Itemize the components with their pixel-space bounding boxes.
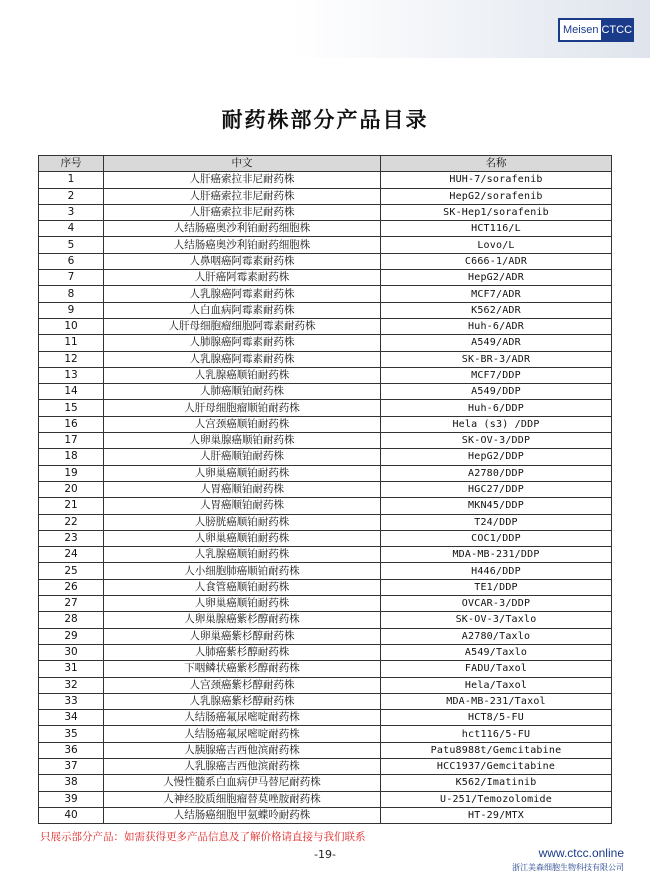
cell-chinese-name: 人肝癌阿霉素耐药株 bbox=[104, 270, 381, 286]
cell-line-name: COC1/DDP bbox=[381, 530, 612, 546]
table-row bbox=[39, 661, 612, 677]
cell-line-name: TE1/DDP bbox=[381, 579, 612, 595]
cell-index: 15 bbox=[39, 400, 104, 416]
cell-chinese-name: 人卵巢癌顺铂耐药株 bbox=[104, 530, 381, 546]
table-row bbox=[39, 726, 612, 742]
cell-index: 39 bbox=[39, 791, 104, 807]
cell-index: 19 bbox=[39, 465, 104, 481]
table-row bbox=[39, 481, 612, 497]
cell-line-name: H446/DDP bbox=[381, 563, 612, 579]
cell-index: 7 bbox=[39, 270, 104, 286]
cell-index: 16 bbox=[39, 416, 104, 432]
cell-chinese-name: 人鼻咽癌阿霉素耐药株 bbox=[104, 253, 381, 269]
cell-chinese-name: 人胰腺癌吉西他滨耐药株 bbox=[104, 742, 381, 758]
page-number: -19- bbox=[314, 848, 336, 861]
table-row bbox=[39, 758, 612, 774]
cell-line-name: SK-OV-3/DDP bbox=[381, 433, 612, 449]
cell-index: 11 bbox=[39, 335, 104, 351]
cell-line-name: FADU/Taxol bbox=[381, 661, 612, 677]
table-row bbox=[39, 710, 612, 726]
cell-line-name: OVCAR-3/DDP bbox=[381, 596, 612, 612]
cell-index: 23 bbox=[39, 530, 104, 546]
cell-line-name: MCF7/DDP bbox=[381, 367, 612, 383]
cell-line-name: Huh-6/DDP bbox=[381, 400, 612, 416]
cell-chinese-name: 人肺腺癌阿霉素耐药株 bbox=[104, 335, 381, 351]
cell-line-name: A549/ADR bbox=[381, 335, 612, 351]
cell-chinese-name: 人结肠癌细胞甲氨蝶呤耐药株 bbox=[104, 807, 381, 823]
cell-index: 30 bbox=[39, 644, 104, 660]
cell-chinese-name: 人乳腺癌紫杉醇耐药株 bbox=[104, 693, 381, 709]
cell-index: 29 bbox=[39, 628, 104, 644]
cell-chinese-name: 人膀胱癌顺铂耐药株 bbox=[104, 514, 381, 530]
cell-line-name: HepG2/DDP bbox=[381, 449, 612, 465]
cell-chinese-name: 下咽鳞状癌紫杉醇耐药株 bbox=[104, 661, 381, 677]
cell-chinese-name: 人小细胞肺癌顺铂耐药株 bbox=[104, 563, 381, 579]
cell-index: 20 bbox=[39, 481, 104, 497]
header-chinese-name: 中文 bbox=[104, 156, 381, 172]
product-catalog-table bbox=[38, 155, 612, 824]
table-row bbox=[39, 367, 612, 383]
table-body bbox=[39, 172, 612, 824]
table-row bbox=[39, 221, 612, 237]
table-row bbox=[39, 302, 612, 318]
table-row bbox=[39, 628, 612, 644]
cell-index: 38 bbox=[39, 775, 104, 791]
table-row bbox=[39, 644, 612, 660]
table-row bbox=[39, 433, 612, 449]
cell-line-name: SK-OV-3/Taxlo bbox=[381, 612, 612, 628]
cell-line-name: MDA-MB-231/Taxol bbox=[381, 693, 612, 709]
header-index: 序号 bbox=[39, 156, 104, 172]
cell-chinese-name: 人乳腺癌阿霉素耐药株 bbox=[104, 286, 381, 302]
cell-chinese-name: 人乳腺癌吉西他滨耐药株 bbox=[104, 758, 381, 774]
table-row bbox=[39, 253, 612, 269]
cell-line-name: Patu8988t/Gemcitabine bbox=[381, 742, 612, 758]
table-row bbox=[39, 286, 612, 302]
table-row bbox=[39, 514, 612, 530]
table-row bbox=[39, 791, 612, 807]
cell-index: 28 bbox=[39, 612, 104, 628]
cell-chinese-name: 人结肠癌氟尿嘧啶耐药株 bbox=[104, 710, 381, 726]
cell-line-name: HepG2/ADR bbox=[381, 270, 612, 286]
cell-line-name: SK-Hep1/sorafenib bbox=[381, 204, 612, 220]
table-row bbox=[39, 579, 612, 595]
cell-line-name: MDA-MB-231/DDP bbox=[381, 547, 612, 563]
cell-line-name: C666-1/ADR bbox=[381, 253, 612, 269]
cell-line-name: HUH-7/sorafenib bbox=[381, 172, 612, 188]
cell-line-name: Hela/Taxol bbox=[381, 677, 612, 693]
table-row bbox=[39, 596, 612, 612]
cell-index: 27 bbox=[39, 596, 104, 612]
cell-index: 10 bbox=[39, 318, 104, 334]
cell-line-name: HCT8/5-FU bbox=[381, 710, 612, 726]
cell-index: 40 bbox=[39, 807, 104, 823]
cell-chinese-name: 人宫颈癌紫杉醇耐药株 bbox=[104, 677, 381, 693]
cell-chinese-name: 人宫颈癌顺铂耐药株 bbox=[104, 416, 381, 432]
cell-chinese-name: 人结肠癌奥沙利铂耐药细胞株 bbox=[104, 221, 381, 237]
cell-line-name: Hela (s3) /DDP bbox=[381, 416, 612, 432]
table-row bbox=[39, 188, 612, 204]
cell-line-name: HGC27/DDP bbox=[381, 481, 612, 497]
website-link[interactable]: www.ctcc.online bbox=[538, 846, 624, 860]
logo-text-meisen: Meisen bbox=[563, 24, 599, 36]
cell-chinese-name: 人卵巢癌顺铂耐药株 bbox=[104, 596, 381, 612]
cell-index: 21 bbox=[39, 498, 104, 514]
cell-chinese-name: 人慢性髓系白血病伊马替尼耐药株 bbox=[104, 775, 381, 791]
cell-line-name: MKN45/DDP bbox=[381, 498, 612, 514]
cell-chinese-name: 人卵巢癌紫杉醇耐药株 bbox=[104, 628, 381, 644]
cell-chinese-name: 人肝癌索拉非尼耐药株 bbox=[104, 204, 381, 220]
cell-index: 22 bbox=[39, 514, 104, 530]
logo-text-ctcc: CTCC bbox=[601, 20, 632, 40]
table-row bbox=[39, 677, 612, 693]
table-row bbox=[39, 775, 612, 791]
cell-index: 36 bbox=[39, 742, 104, 758]
table-row bbox=[39, 270, 612, 286]
cell-line-name: HCC1937/Gemcitabine bbox=[381, 758, 612, 774]
cell-index: 1 bbox=[39, 172, 104, 188]
cell-chinese-name: 人肝母细胞瘤细胞阿霉素耐药株 bbox=[104, 318, 381, 334]
cell-index: 6 bbox=[39, 253, 104, 269]
cell-line-name: K562/ADR bbox=[381, 302, 612, 318]
table-row bbox=[39, 318, 612, 334]
cell-chinese-name: 人胃癌顺铂耐药株 bbox=[104, 498, 381, 514]
page-title: 耐药株部分产品目录 bbox=[221, 107, 429, 132]
table-row bbox=[39, 498, 612, 514]
cell-chinese-name: 人神经胶质细胞瘤替莫唑胺耐药株 bbox=[104, 791, 381, 807]
table-row bbox=[39, 335, 612, 351]
cell-line-name: A549/Taxlo bbox=[381, 644, 612, 660]
table-row bbox=[39, 547, 612, 563]
cell-chinese-name: 人乳腺癌顺铂耐药株 bbox=[104, 367, 381, 383]
cell-index: 8 bbox=[39, 286, 104, 302]
cell-line-name: A2780/Taxlo bbox=[381, 628, 612, 644]
cell-chinese-name: 人卵巢腺癌顺铂耐药株 bbox=[104, 433, 381, 449]
cell-index: 14 bbox=[39, 384, 104, 400]
cell-chinese-name: 人食管癌顺铂耐药株 bbox=[104, 579, 381, 595]
cell-index: 33 bbox=[39, 693, 104, 709]
cell-chinese-name: 人肝母细胞瘤顺铂耐药株 bbox=[104, 400, 381, 416]
cell-line-name: A549/DDP bbox=[381, 384, 612, 400]
cell-line-name: U-251/Temozolomide bbox=[381, 791, 612, 807]
cell-chinese-name: 人肝癌索拉非尼耐药株 bbox=[104, 188, 381, 204]
cell-line-name: hct116/5-FU bbox=[381, 726, 612, 742]
cell-chinese-name: 人乳腺癌阿霉素耐药株 bbox=[104, 351, 381, 367]
cell-chinese-name: 人肝癌顺铂耐药株 bbox=[104, 449, 381, 465]
cell-line-name: HepG2/sorafenib bbox=[381, 188, 612, 204]
cell-chinese-name: 人结肠癌奥沙利铂耐药细胞株 bbox=[104, 237, 381, 253]
cell-chinese-name: 人肺癌顺铂耐药株 bbox=[104, 384, 381, 400]
cell-index: 37 bbox=[39, 758, 104, 774]
table-row bbox=[39, 465, 612, 481]
table-row bbox=[39, 563, 612, 579]
header-cell-line-name: 名称 bbox=[381, 156, 612, 172]
cell-index: 17 bbox=[39, 433, 104, 449]
header-band bbox=[0, 0, 650, 58]
table-row bbox=[39, 449, 612, 465]
cell-line-name: Huh-6/ADR bbox=[381, 318, 612, 334]
table-row bbox=[39, 351, 612, 367]
cell-line-name: T24/DDP bbox=[381, 514, 612, 530]
cell-line-name: SK-BR-3/ADR bbox=[381, 351, 612, 367]
cell-index: 24 bbox=[39, 547, 104, 563]
table-row bbox=[39, 416, 612, 432]
table-row bbox=[39, 384, 612, 400]
cell-chinese-name: 人乳腺癌顺铂耐药株 bbox=[104, 547, 381, 563]
cell-index: 9 bbox=[39, 302, 104, 318]
cell-chinese-name: 人结肠癌氟尿嘧啶耐药株 bbox=[104, 726, 381, 742]
cell-index: 5 bbox=[39, 237, 104, 253]
table-row bbox=[39, 204, 612, 220]
cell-chinese-name: 人卵巢腺癌紫杉醇耐药株 bbox=[104, 612, 381, 628]
cell-chinese-name: 人卵巢癌顺铂耐药株 bbox=[104, 465, 381, 481]
cell-index: 12 bbox=[39, 351, 104, 367]
table-row bbox=[39, 237, 612, 253]
cell-index: 18 bbox=[39, 449, 104, 465]
cell-line-name: K562/Imatinib bbox=[381, 775, 612, 791]
cell-line-name: MCF7/ADR bbox=[381, 286, 612, 302]
cell-chinese-name: 人肝癌索拉非尼耐药株 bbox=[104, 172, 381, 188]
cell-line-name: HT-29/MTX bbox=[381, 807, 612, 823]
cell-line-name: A2780/DDP bbox=[381, 465, 612, 481]
table-row bbox=[39, 742, 612, 758]
cell-chinese-name: 人肺癌紫杉醇耐药株 bbox=[104, 644, 381, 660]
cell-index: 25 bbox=[39, 563, 104, 579]
table-header-row bbox=[39, 156, 612, 172]
cell-index: 2 bbox=[39, 188, 104, 204]
footer-note: 只展示部分产品：如需获得更多产品信息及了解价格请直接与我们联系 bbox=[40, 831, 366, 843]
cell-chinese-name: 人胃癌顺铂耐药株 bbox=[104, 481, 381, 497]
cell-index: 34 bbox=[39, 710, 104, 726]
cell-index: 32 bbox=[39, 677, 104, 693]
cell-index: 31 bbox=[39, 661, 104, 677]
table-row bbox=[39, 400, 612, 416]
table-row bbox=[39, 612, 612, 628]
cell-index: 35 bbox=[39, 726, 104, 742]
table-row bbox=[39, 807, 612, 823]
cell-line-name: Lovo/L bbox=[381, 237, 612, 253]
brand-logo bbox=[558, 18, 634, 42]
cell-chinese-name: 人白血病阿霉素耐药株 bbox=[104, 302, 381, 318]
cell-index: 3 bbox=[39, 204, 104, 220]
company-name: 浙江美森细胞生物科技有限公司 bbox=[512, 863, 624, 872]
cell-line-name: HCT116/L bbox=[381, 221, 612, 237]
cell-index: 26 bbox=[39, 579, 104, 595]
table-row bbox=[39, 530, 612, 546]
cell-index: 4 bbox=[39, 221, 104, 237]
table-row bbox=[39, 172, 612, 188]
cell-index: 13 bbox=[39, 367, 104, 383]
table-row bbox=[39, 693, 612, 709]
